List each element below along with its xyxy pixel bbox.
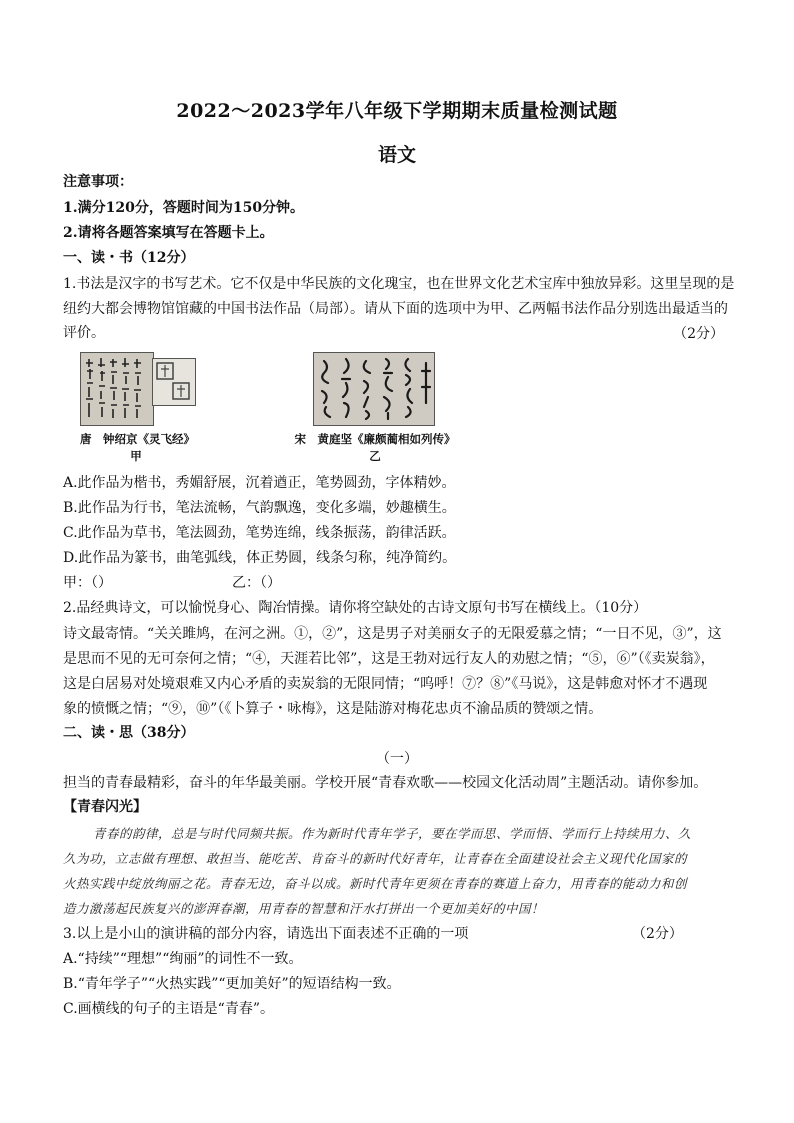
q1-option-b: B.此作品为行书，笔法流畅，气韵飘逸，变化多端，妙趣横生。 xyxy=(63,500,456,516)
image-a-label: 甲 xyxy=(130,449,142,463)
exam-subject: 语文 xyxy=(377,144,416,166)
notes-item-2: 2.请将各题答案填写在答题卡上。 xyxy=(63,225,274,241)
q1-line-1: 1.书法是汉字的书写艺术。它不仅是中华民族的文化瑰宝，也在世界文化艺术宝库中独放异彩。这里呈现的是 xyxy=(63,276,735,292)
notes-item-1: 1.满分120分，答题时间为150分钟。 xyxy=(63,200,305,216)
speech-line-2: 久为功，立志做有理想、敢担当、能吃苦、肯奋斗的新时代好青年，让青春在全面建设社会主义现代化国家的 xyxy=(63,851,688,866)
block-title: 【青春闪光】 xyxy=(63,799,147,815)
q1-answer-a: 甲：（） xyxy=(63,575,112,591)
calligraphy-a-strokes-icon xyxy=(81,353,153,425)
exam-title: 2022～2023学年八年级下学期期末质量检测试题 xyxy=(176,100,618,122)
q1-line-2: 纽约大都会博物馆馆藏的中国书法作品（局部）。请从下面的选项中为甲、乙两幅书法作品分别选出最适当的 xyxy=(63,301,728,317)
q2-line-4: 这是白居易对处境艰难又内心矛盾的卖炭翁的无限同情；“呜呼！⑦？⑧”《马说》，这是韩愈对怀才不遇现 xyxy=(63,676,708,692)
q3-option-a: A.“持续”“理想”“绚丽”的词性不一致。 xyxy=(63,951,303,967)
image-b-label: 乙 xyxy=(369,449,381,463)
q2-line-2: 诗文最寄情。“关关雎鸠，在河之洲。①，②”，这是男子对美丽女子的无限爱慕之情；“一日不见，③”，这 xyxy=(63,626,722,642)
q1-answer-b: 乙：（） xyxy=(232,575,281,591)
calligraphy-image-a-seal xyxy=(152,358,196,406)
section2-heading: 二、读・思（38分） xyxy=(63,725,195,741)
image-b-caption: 宋 黄庭坚《廉颇蔺相如列传》 xyxy=(294,432,456,446)
calligraphy-image-a xyxy=(80,352,154,426)
speech-line-4: 造力激荡起民族复兴的澎湃春潮，用青春的智慧和汗水打拼出一个更加美好的中国！ xyxy=(63,901,545,916)
calligraphy-b-strokes-icon xyxy=(314,353,434,425)
q3-option-c: C.画横线的句子的主语是“青春”。 xyxy=(63,1001,274,1017)
section2-intro: 担当的青春最精彩，奋斗的年华最美丽。学校开展“青春欢歌——校园文化活动周”主题活动。请你参加。 xyxy=(63,775,708,791)
section2-part-label: （一） xyxy=(376,751,418,767)
calligraphy-image-b xyxy=(313,352,435,426)
q3-option-b: B.“青年学子”“火热实践”“更加美好”的短语结构一致。 xyxy=(63,976,401,992)
speech-line-1: 青春的韵律，总是与时代同频共振。作为新时代青年学子，要在学而思、学而悟、学而行上持续用力、久 xyxy=(93,826,692,841)
q2-line-1: 2.品经典诗文，可以愉悦身心、陶冶情操。请你将空缺处的古诗文原句书写在横线上。（10分） xyxy=(63,600,648,616)
speech-line-3: 火热实践中绽放绚丽之花。青春无边，奋斗以成。新时代青年更须在青春的赛道上奋力，用青春的能动力和创 xyxy=(63,876,688,891)
section1-heading: 一、读・书（12分） xyxy=(63,250,195,266)
q1-option-d: D.此作品为篆书，曲笔弧线，体正势圆，线条匀称，纯净简约。 xyxy=(63,550,457,566)
q3-stem: 3.以上是小山的演讲稿的部分内容，请选出下面表述不正确的一项 xyxy=(63,926,469,942)
q3-score: （2分） xyxy=(632,926,683,942)
q2-line-5: 象的愤慨之情；“⑨，⑩”（《卜算子・咏梅》，这是陆游对梅花忠贞不渝品质的赞颂之情。 xyxy=(63,701,603,717)
q1-score: （2分） xyxy=(673,326,724,342)
image-a-caption: 唐 钟绍京《灵飞经》 xyxy=(80,432,195,446)
q1-option-a: A.此作品为楷书，秀媚舒展，沉着遒正，笔势圆劲，字体精妙。 xyxy=(63,475,456,491)
q1-line-3: 评价。 xyxy=(63,325,105,341)
notes-heading: 注意事项： xyxy=(63,174,133,190)
seal-stamp-icon xyxy=(153,359,195,405)
q1-option-c: C.此作品为草书，笔法圆劲，笔势连绵，线条振荡，韵律活跃。 xyxy=(63,525,456,541)
q2-line-3: 是思而不见的无可奈何之情；“④，天涯若比邻”，这是王勃对远行友人的劝慰之情；“⑤，⑥”（《卖炭翁》， xyxy=(63,651,715,667)
